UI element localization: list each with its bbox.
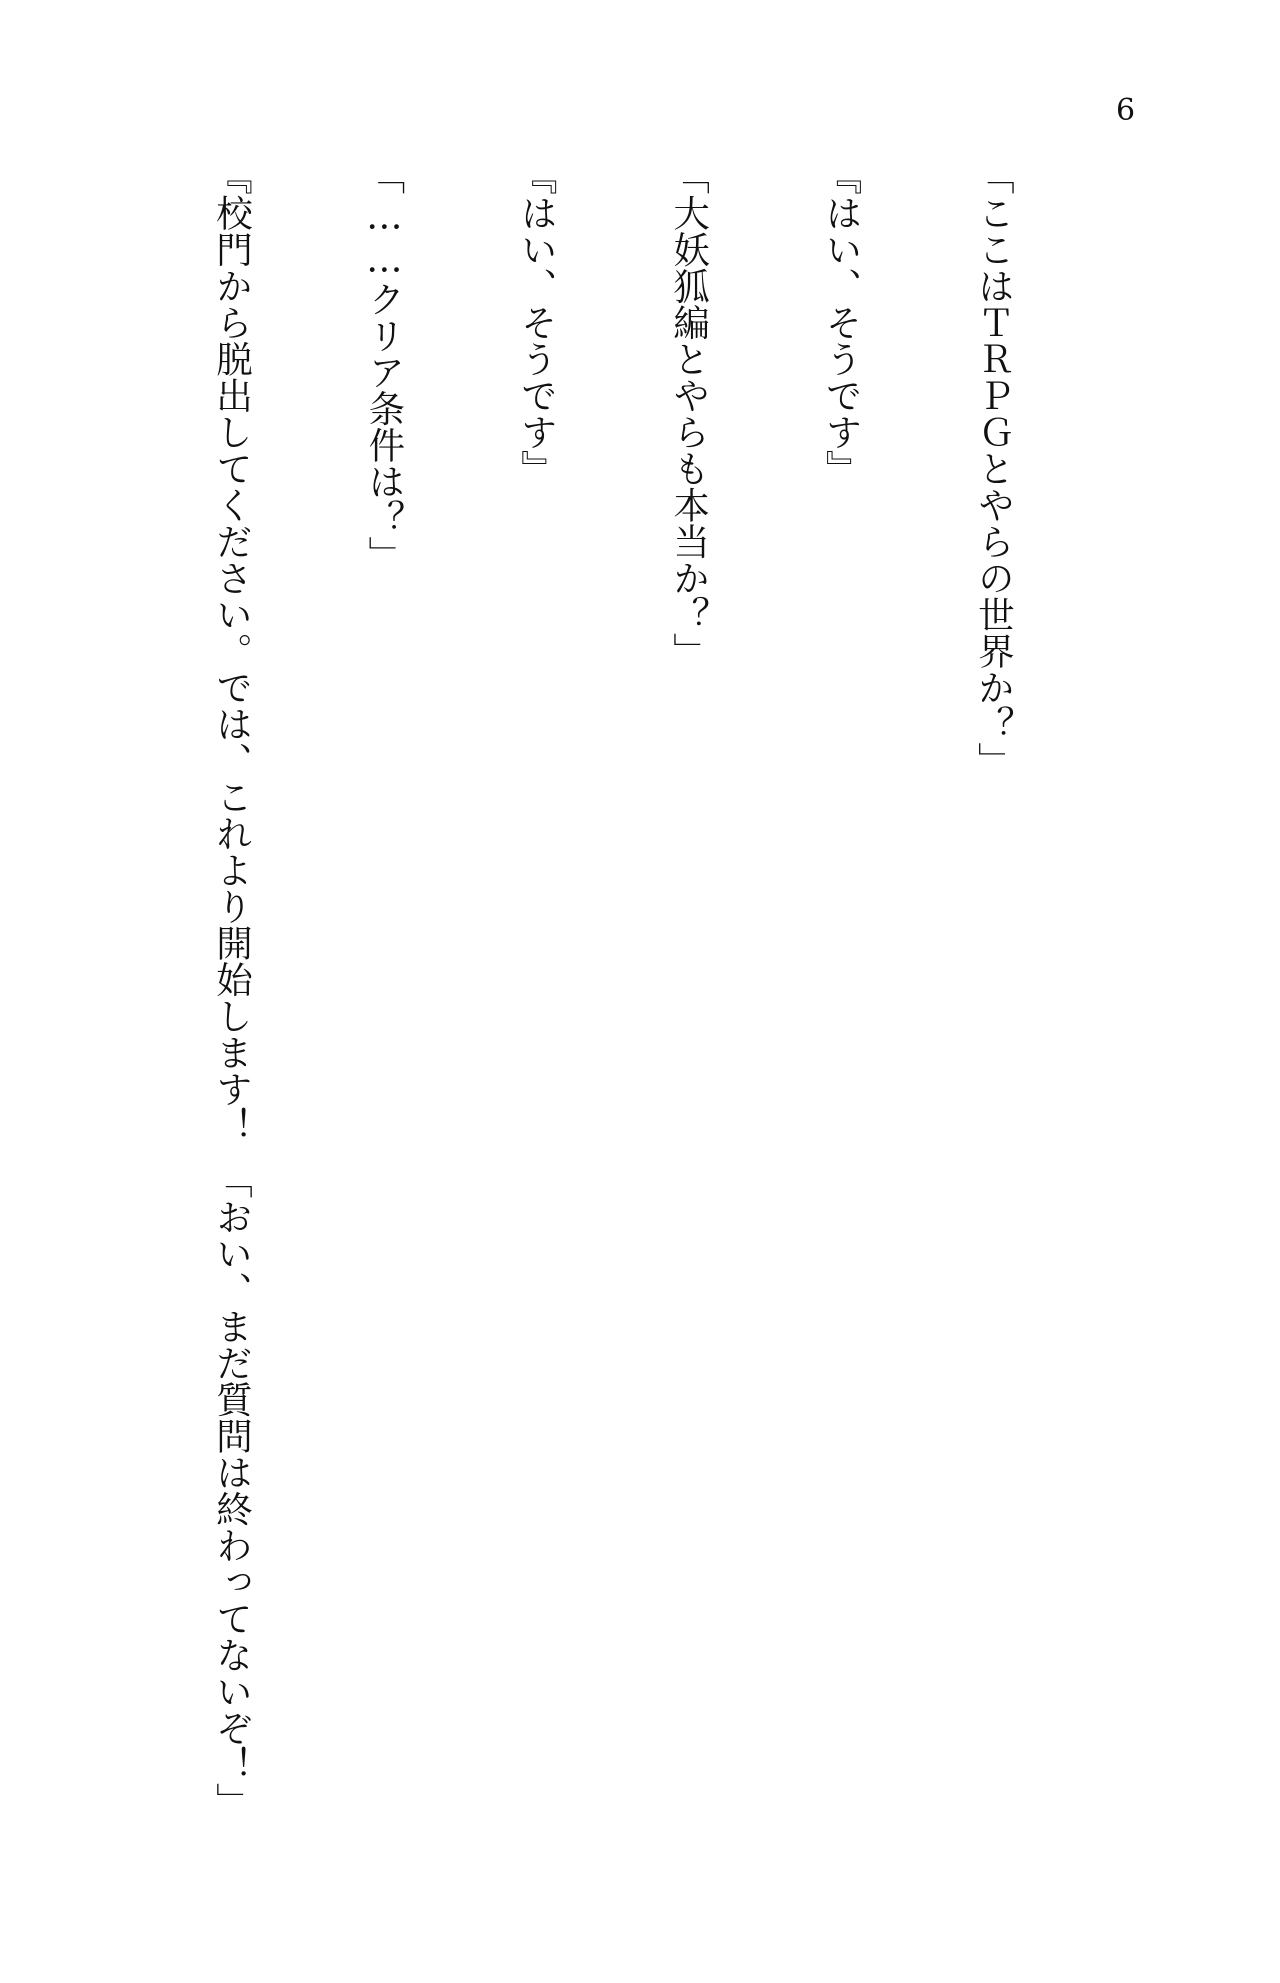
text-line: 「ここはＴＲＰＧとやらの世界か？」 bbox=[972, 158, 1016, 779]
text-line: 『はい、そうです』 bbox=[515, 158, 559, 487]
text-line: 『はい、そうです』 bbox=[820, 158, 864, 487]
page-number: 6 bbox=[1116, 93, 1136, 128]
text-line: 「……クリア条件は？」 bbox=[362, 158, 406, 573]
text-line: 「大妖狐編とやらも本当か？」 bbox=[667, 158, 711, 669]
vertical-text-body bbox=[0, 158, 1120, 1819]
text-line: 『校門から脱出してください。では、これより開始します！ 「おい、まだ質問は終わってないぞ！」 bbox=[210, 158, 254, 1819]
blank-line bbox=[53, 158, 104, 1718]
